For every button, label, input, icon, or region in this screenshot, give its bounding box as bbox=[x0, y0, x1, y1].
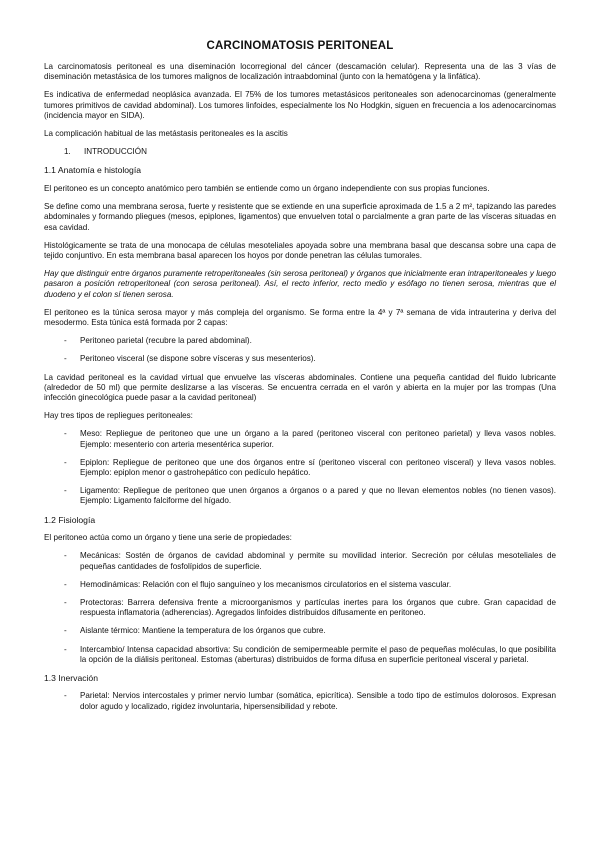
list-item: - Mecánicas: Sostén de órganos de cavidad abdominal y permite su movilidad interior. Secreción por células mesoteliales de pequeñas cantidades de fosfolípidos de superficie. bbox=[64, 551, 556, 571]
intro-paragraph-2: Es indicativa de enfermedad neoplásica avanzada. El 75% de los tumores metastásicos peritoneales son adenocarcinomas (generalmente tumores primitivos de cavidad abdominal). Los tumores linfoides, especialmente los No Hodgkin, siguen en frecuencia a los adenocarcinomas (incidencia mayor en SIDA). bbox=[44, 90, 556, 120]
subsection-heading-fisiologia: 1.2 Fisiología bbox=[44, 514, 96, 525]
dash-bullet: - bbox=[64, 644, 67, 654]
anatomia-paragraph-italic: Hay que distinguir entre órganos puramente retroperitoneales (sin serosa peritoneal) y órganos que inicialmente eran intraperitoneales y luego pasaron a posición retroperitoneal (con serosa peritoneal). Así, el recto inferior, recto medio y esófago no tienen serosa, mientras que el duodeno y el colon sí tienen serosa. bbox=[44, 269, 556, 299]
inervacion-list bbox=[44, 691, 556, 711]
subsection-heading-anatomia: 1.1 Anatomía e histología bbox=[44, 165, 141, 176]
repliegues-list bbox=[44, 429, 556, 506]
list-item: - Intercambio/ Intensa capacidad absortiva: Su condición de semipermeable permite el paso de pequeñas moléculas, lo que posibilita la opción de la diálisis peritoneal. Estomas (aberturas) distribuidos de forma difusa en superficie peritoneal visceral y parietal. bbox=[64, 644, 556, 664]
anatomia-paragraph-7: Hay tres tipos de repliegues peritoneales: bbox=[44, 411, 193, 421]
section-title: INTRODUCCIÓN bbox=[84, 147, 147, 157]
document-title: CARCINOMATOSIS PERITONEAL bbox=[206, 40, 394, 52]
dash-bullet: - bbox=[64, 429, 67, 439]
dash-bullet: - bbox=[64, 486, 67, 496]
anatomia-paragraph-1: El peritoneo es un concepto anatómico pero también se entiende como un órgano independiente con sus propias funciones. bbox=[44, 183, 490, 193]
dash-bullet: - bbox=[64, 354, 67, 364]
list-item: - Peritoneo parietal (recubre la pared abdominal). bbox=[64, 336, 252, 346]
fisiologia-paragraph-1: El peritoneo actúa como un órgano y tiene una serie de propiedades: bbox=[44, 533, 292, 543]
intro-paragraph-1: La carcinomatosis peritoneal es una diseminación locorregional del cáncer (descamación celular). Representa una de las 3 vías de diseminación metastásica de los tumores malignos de localización intraabdominal (junto con la hematógena y la linfática). bbox=[44, 62, 556, 82]
anatomia-paragraph-3: Histológicamente se trata de una monocapa de células mesoteliales apoyada sobre una membrana basal que descansa sobre una capa de tejido conjuntivo. En esta membrana basal aparecen los hoyos por donde penetran las células tumorales. bbox=[44, 240, 556, 260]
intro-paragraph-3: La complicación habitual de las metástasis peritoneales es la ascitis bbox=[44, 129, 288, 139]
anatomia-paragraph-2: Se define como una membrana serosa, fuerte y resistente que se extiende en una superficie aproximada de 1.5 a 2 m², tapizando las paredes abdominales y formando pliegues (mesos, epiplones, ligamentos) que envuelven total o parcialmente a gran parte de las vísceras situadas en esa cavidad. bbox=[44, 202, 556, 232]
propiedades-list bbox=[44, 551, 556, 665]
anatomia-paragraph-6: La cavidad peritoneal es la cavidad virtual que envuelve las vísceras abdominales. Contiene una pequeña cantidad del fluido lubricante (alrededor de 50 ml) que permite deslizarse a las vísceras. Se encuentra cerrada en el varón y abierta en la mujer por las trompas (Una infección ginecológica puede pasar a la cavidad peritoneal) bbox=[44, 372, 556, 402]
list-item: - Ligamento: Repliegue de peritoneo que unen órganos a órganos o a pared y que no llevan elementos nobles (no tienen vasos). Ejemplo: Ligamento falciforme del hígado. bbox=[64, 486, 556, 506]
list-item: - Hemodinámicas: Relación con el flujo sanguíneo y los mecanismos circulatorios en el sistema vascular. bbox=[64, 579, 452, 589]
dash-bullet: - bbox=[64, 336, 67, 346]
dash-bullet: - bbox=[64, 457, 67, 467]
list-item: - Protectoras: Barrera defensiva frente a microorganismos y partículas inertes para los órganos que cubre. Gran capacidad de respuesta inflamatoria (adherencias). Agregados linfoides distribuidos difusamente en peritoneo. bbox=[64, 597, 556, 618]
list-item: - Aislante térmico: Mantiene la temperatura de los órganos que cubre. bbox=[64, 626, 326, 636]
list-item: - Peritoneo visceral (se dispone sobre vísceras y sus mesenterios). bbox=[64, 354, 316, 364]
dash-bullet: - bbox=[64, 691, 67, 701]
capas-list bbox=[44, 336, 556, 364]
section-heading-introduccion bbox=[64, 147, 556, 157]
dash-bullet: - bbox=[64, 579, 67, 589]
dash-bullet: - bbox=[64, 597, 67, 607]
list-item: - Meso: Repliegue de peritoneo que une un órgano a la pared (peritoneo visceral con peritoneo parietal) y lleva vasos nobles. Ejemplo: mesenterio con arteria mesentérica superior. bbox=[64, 429, 556, 449]
subsection-heading-inervacion: 1.3 Inervación bbox=[44, 672, 98, 683]
list-item: - Epiplon: Repliegue de peritoneo que une dos órganos entre sí (peritoneo visceral con peritoneo visceral) y lleva vasos nobles. Ejemplo: epiplon menor o gastrohepático con pedículo hepático. bbox=[64, 457, 556, 477]
dash-bullet: - bbox=[64, 551, 67, 561]
anatomia-paragraph-5: El peritoneo es la túnica serosa mayor y más compleja del organismo. Se forma entre la 4ª y 7ª semana de vida intrauterina y deriva del mesodermo. Esta túnica está formada por 2 capas: bbox=[44, 307, 556, 327]
list-item: - Parietal: Nervios intercostales y primer nervio lumbar (somática, epicrítica). Sensible a todo tipo de estímulos dolorosos. Expresan dolor agudo y localizado, rigidez involuntaria, hipersensibilidad y rebote. bbox=[64, 691, 556, 711]
section-number: 1. bbox=[64, 147, 71, 157]
dash-bullet: - bbox=[64, 626, 67, 636]
